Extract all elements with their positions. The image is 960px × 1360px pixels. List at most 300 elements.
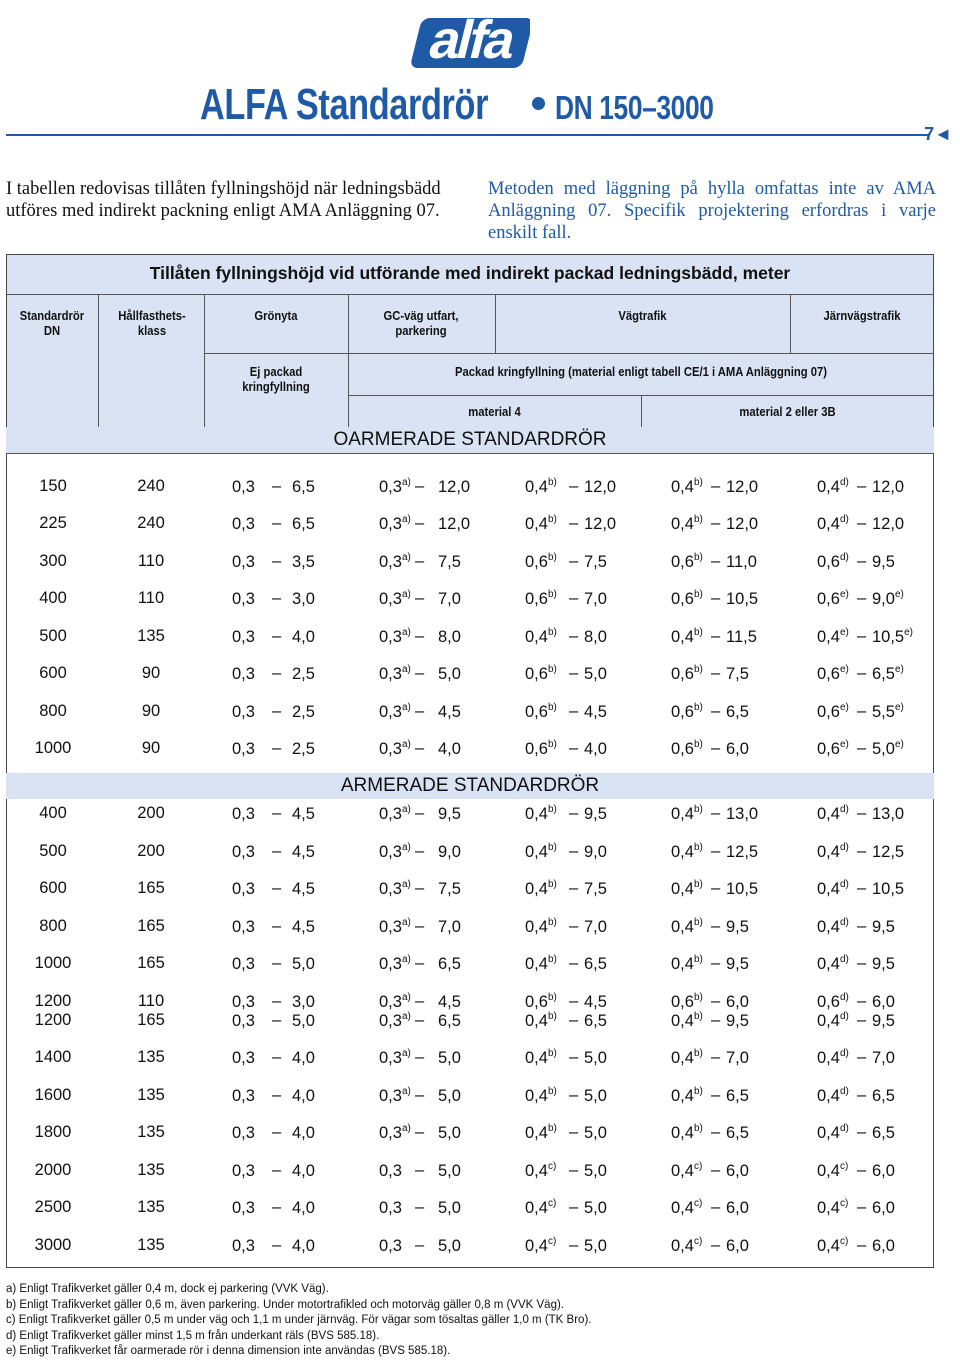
cell-dash-value: – bbox=[711, 804, 721, 822]
cell-min bbox=[232, 589, 255, 609]
cell-dash bbox=[711, 1123, 720, 1142]
cell-dash bbox=[272, 992, 281, 1011]
footnote-ref: a) bbox=[401, 477, 411, 488]
cell-min-value: 0,4 bbox=[817, 805, 840, 823]
cell-min bbox=[671, 627, 703, 647]
cell-klass bbox=[116, 477, 186, 496]
cell-dash-value: – bbox=[272, 552, 282, 570]
cell-min bbox=[671, 1011, 703, 1031]
cell-min-value: 0,6 bbox=[525, 590, 548, 608]
cell-dash bbox=[569, 1198, 578, 1217]
cell-min bbox=[817, 917, 849, 937]
cell-dash-value: – bbox=[857, 917, 867, 935]
cell-dash-value: – bbox=[569, 664, 579, 682]
cell-max bbox=[726, 514, 758, 534]
cell-max-value: 2,5 bbox=[292, 740, 315, 758]
cell-dash-value: – bbox=[272, 1198, 282, 1216]
cell-dash-value: – bbox=[272, 702, 282, 720]
cell-max-value: 6,0 bbox=[872, 1237, 895, 1255]
footnote-ref: c) bbox=[547, 1236, 557, 1247]
footnote-ref: b) bbox=[547, 1086, 557, 1097]
cell-min-value: 0,4 bbox=[525, 628, 548, 646]
cell-max bbox=[292, 1048, 315, 1068]
header-divider bbox=[204, 353, 934, 354]
cell-dash-value: – bbox=[711, 477, 721, 495]
footnote-ref: b) bbox=[693, 1048, 703, 1059]
cell-max-value: 6,0 bbox=[726, 993, 749, 1011]
cell-max bbox=[584, 1011, 607, 1031]
cell-dash bbox=[569, 552, 578, 571]
cell-min bbox=[817, 804, 849, 824]
footnote-ref: c) bbox=[839, 1236, 849, 1247]
cell-min bbox=[671, 552, 703, 572]
cell-max-value: 5,0 bbox=[584, 1237, 607, 1255]
cell-dn bbox=[6, 804, 100, 823]
cell-min-value: 0,4 bbox=[525, 1162, 548, 1180]
cell-klass-value: 135 bbox=[137, 1048, 165, 1066]
cell-dn bbox=[6, 627, 100, 646]
cell-klass bbox=[116, 664, 186, 683]
cell-max bbox=[726, 842, 758, 862]
cell-dash bbox=[415, 954, 424, 973]
footnote-ref: a) bbox=[401, 664, 411, 675]
cell-max bbox=[872, 552, 895, 572]
cell-max bbox=[438, 552, 461, 572]
cell-dn bbox=[6, 842, 100, 861]
cell-min bbox=[671, 477, 703, 497]
cell-dash-value: – bbox=[272, 1236, 282, 1254]
cell-max bbox=[292, 917, 315, 937]
cell-klass bbox=[116, 1236, 186, 1255]
footnote-ref: a) bbox=[401, 992, 411, 1003]
cell-dash bbox=[272, 1086, 281, 1105]
cell-max bbox=[292, 1161, 315, 1181]
cell-min-value: 0,3 bbox=[379, 1237, 402, 1255]
cell-min-value: 0,4 bbox=[525, 1049, 548, 1067]
cell-max bbox=[438, 1048, 461, 1068]
cell-min-value: 0,4 bbox=[671, 1049, 694, 1067]
cell-min bbox=[232, 804, 255, 824]
cell-min-value: 0,6 bbox=[525, 740, 548, 758]
cell-min-value: 0,6 bbox=[671, 740, 694, 758]
cell-min-value: 0,4 bbox=[671, 478, 694, 496]
cell-max-value: 5,0 bbox=[584, 1199, 607, 1217]
cell-dash bbox=[711, 589, 720, 608]
cell-max-value: 6,5 bbox=[872, 665, 895, 683]
cell-klass bbox=[116, 1086, 186, 1105]
cell-dash bbox=[272, 702, 281, 721]
cell-min-value: 0,3 bbox=[232, 665, 255, 683]
cell-klass-value: 135 bbox=[137, 1198, 165, 1216]
footnote-ref: a) bbox=[401, 514, 411, 525]
cell-dn-value: 1200 bbox=[34, 1011, 72, 1029]
cell-dash-value: – bbox=[711, 879, 721, 897]
cell-dn-value: 150 bbox=[39, 477, 67, 495]
cell-max-value: 6,5 bbox=[584, 1012, 607, 1030]
cell-dash bbox=[569, 1011, 578, 1030]
cell-max bbox=[292, 552, 315, 572]
cell-dash bbox=[272, 954, 281, 973]
cell-dash-value: – bbox=[415, 1236, 425, 1254]
cell-min bbox=[232, 664, 255, 684]
cell-min bbox=[379, 514, 411, 534]
cell-dash-value: – bbox=[569, 702, 579, 720]
cell-dash-value: – bbox=[415, 879, 425, 897]
cell-dash-value: – bbox=[415, 477, 425, 495]
cell-max bbox=[292, 627, 315, 647]
cell-min bbox=[817, 702, 849, 722]
cell-min-value: 0,6 bbox=[817, 740, 840, 758]
cell-min-value: 0,4 bbox=[525, 1237, 548, 1255]
cell-dash-value: – bbox=[711, 954, 721, 972]
cell-dash-value: – bbox=[272, 514, 282, 532]
cell-max bbox=[438, 1236, 461, 1256]
cell-max-value: 10,5 bbox=[872, 880, 905, 898]
table-row bbox=[6, 627, 934, 649]
cell-dn-value: 1000 bbox=[34, 739, 72, 757]
cell-dash-value: – bbox=[711, 627, 721, 645]
cell-dash bbox=[569, 514, 578, 533]
col-header-gronyta: Grönyta bbox=[254, 309, 298, 323]
cell-dash-value: – bbox=[569, 739, 579, 757]
cell-max-value: 4,5 bbox=[292, 843, 315, 861]
cell-min bbox=[525, 1048, 557, 1068]
cell-max-value: 6,0 bbox=[726, 1162, 749, 1180]
cell-min-value: 0,3 bbox=[232, 1049, 255, 1067]
footnote-ref: c) bbox=[547, 1198, 557, 1209]
cell-klass-value: 110 bbox=[137, 552, 165, 570]
footnote-ref: b) bbox=[547, 477, 557, 488]
footnote-ref: c) bbox=[839, 1161, 849, 1172]
cell-min bbox=[379, 627, 411, 647]
cell-max bbox=[584, 739, 607, 759]
cell-max bbox=[726, 954, 749, 974]
cell-max-value: 13,0 bbox=[726, 805, 759, 823]
cell-dash-value: – bbox=[569, 954, 579, 972]
cell-dash-value: – bbox=[415, 1086, 425, 1104]
footnote-ref: e) bbox=[894, 702, 904, 713]
cell-min-value: 0,4 bbox=[671, 843, 694, 861]
footnote-ref: b) bbox=[693, 879, 703, 890]
cell-min-value: 0,4 bbox=[525, 1199, 548, 1217]
cell-dash bbox=[272, 917, 281, 936]
cell-min bbox=[525, 1011, 557, 1031]
cell-max bbox=[872, 954, 895, 974]
cell-min-value: 0,4 bbox=[671, 1012, 694, 1030]
cell-min bbox=[671, 954, 703, 974]
cell-dash bbox=[711, 954, 720, 973]
cell-dash-value: – bbox=[711, 1048, 721, 1066]
col-header-gcvag: GC-väg utfart, parkering bbox=[383, 309, 459, 338]
cell-dash bbox=[272, 1123, 281, 1142]
cell-dash-value: – bbox=[569, 1236, 579, 1254]
cell-klass bbox=[116, 879, 186, 898]
cell-min-value: 0,3 bbox=[379, 1124, 402, 1142]
cell-dash bbox=[711, 477, 720, 496]
cell-dash bbox=[857, 739, 866, 758]
cell-max bbox=[726, 1161, 749, 1181]
cell-max bbox=[584, 1161, 607, 1181]
footnote-ref: e) bbox=[839, 664, 849, 675]
cell-dash bbox=[569, 1236, 578, 1255]
footnotes bbox=[6, 1282, 591, 1360]
cell-dn-value: 300 bbox=[39, 552, 67, 570]
cell-max-value: 13,0 bbox=[872, 805, 905, 823]
cell-dash-value: – bbox=[415, 804, 425, 822]
cell-min bbox=[525, 1236, 556, 1256]
cell-dash-value: – bbox=[569, 1123, 579, 1141]
cell-max bbox=[872, 589, 904, 609]
cell-dash bbox=[569, 879, 578, 898]
cell-dash-value: – bbox=[272, 917, 282, 935]
cell-dash-value: – bbox=[711, 739, 721, 757]
cell-dash-value: – bbox=[272, 477, 282, 495]
footnote-ref: e) bbox=[839, 702, 849, 713]
cell-max bbox=[584, 1086, 607, 1106]
cell-min bbox=[671, 664, 703, 684]
cell-min bbox=[232, 627, 255, 647]
footnote-ref: a) bbox=[401, 552, 411, 563]
cell-dash bbox=[569, 917, 578, 936]
footnote-ref: e) bbox=[839, 627, 849, 638]
cell-min-value: 0,4 bbox=[817, 628, 840, 646]
cell-max bbox=[438, 477, 470, 497]
table-row bbox=[6, 1123, 934, 1145]
cell-min bbox=[671, 804, 703, 824]
cell-min bbox=[379, 552, 411, 572]
cell-max bbox=[438, 804, 461, 824]
cell-dash bbox=[415, 992, 424, 1011]
cell-min-value: 0,4 bbox=[817, 1237, 840, 1255]
header-divider bbox=[495, 295, 496, 353]
cell-klass-value: 165 bbox=[137, 954, 165, 972]
cell-min-value: 0,4 bbox=[671, 1199, 694, 1217]
cell-max bbox=[872, 879, 904, 899]
cell-dash-value: – bbox=[415, 514, 425, 532]
footnote-ref: a) bbox=[401, 589, 411, 600]
bullet-icon bbox=[532, 97, 545, 110]
cell-dash bbox=[569, 739, 578, 758]
cell-max-value: 7,0 bbox=[584, 590, 607, 608]
cell-max bbox=[584, 1236, 607, 1256]
cell-dash bbox=[415, 1011, 424, 1030]
cell-max-value: 5,0 bbox=[438, 1162, 461, 1180]
footnote-ref: b) bbox=[547, 804, 557, 815]
footnote-ref: d) bbox=[839, 1123, 849, 1134]
footnote-ref: c) bbox=[693, 1161, 703, 1172]
cell-klass-value: 135 bbox=[137, 1086, 165, 1104]
cell-dash bbox=[415, 842, 424, 861]
cell-max-value: 10,5 bbox=[726, 590, 759, 608]
table-row bbox=[6, 842, 934, 864]
cell-min bbox=[671, 1198, 702, 1218]
cell-dash bbox=[415, 1123, 424, 1142]
cell-min-value: 0,3 bbox=[379, 843, 402, 861]
cell-min-value: 0,4 bbox=[671, 805, 694, 823]
cell-max-value: 6,0 bbox=[872, 1199, 895, 1217]
cell-dash bbox=[415, 477, 424, 496]
header-divider bbox=[6, 453, 934, 454]
cell-max-value: 5,0 bbox=[438, 1237, 461, 1255]
footnote-ref: d) bbox=[839, 917, 849, 928]
cell-min bbox=[525, 1198, 556, 1218]
cell-min bbox=[525, 664, 557, 684]
cell-dn-value: 500 bbox=[39, 842, 67, 860]
cell-dn-value: 1200 bbox=[34, 992, 72, 1010]
footnote-ref: b) bbox=[547, 1011, 557, 1022]
header-divider bbox=[641, 395, 642, 427]
cell-min-value: 0,4 bbox=[817, 1012, 840, 1030]
cell-min bbox=[232, 1198, 255, 1218]
footnote-ref: a) bbox=[401, 702, 411, 713]
cell-min-value: 0,6 bbox=[671, 665, 694, 683]
cell-max-value: 2,5 bbox=[292, 703, 315, 721]
cell-dn-value: 225 bbox=[39, 514, 67, 532]
footnote-ref: e) bbox=[839, 739, 849, 750]
cell-dash bbox=[272, 842, 281, 861]
cell-dash bbox=[415, 552, 424, 571]
cell-max-value: 12,0 bbox=[872, 515, 905, 533]
cell-max-value: 6,0 bbox=[872, 993, 895, 1011]
cell-dn bbox=[6, 917, 100, 936]
cell-min-value: 0,4 bbox=[817, 478, 840, 496]
cell-min-value: 0,3 bbox=[379, 805, 402, 823]
footnote-ref: e) bbox=[894, 589, 904, 600]
cell-min-value: 0,3 bbox=[379, 1162, 402, 1180]
cell-max bbox=[292, 1236, 315, 1256]
footnote-ref: b) bbox=[693, 917, 703, 928]
cell-min bbox=[232, 1161, 255, 1181]
footnote-ref: b) bbox=[693, 804, 703, 815]
cell-min bbox=[671, 992, 703, 1012]
cell-max-value: 11,5 bbox=[726, 628, 757, 646]
footnote-ref: a) bbox=[401, 1011, 411, 1022]
cell-min-value: 0,3 bbox=[379, 553, 402, 571]
footnote-ref: c) bbox=[839, 1198, 849, 1209]
cell-min-value: 0,3 bbox=[232, 590, 255, 608]
cell-max bbox=[438, 842, 461, 862]
cell-dash bbox=[711, 627, 720, 646]
cell-dash bbox=[857, 1198, 866, 1217]
cell-min bbox=[525, 702, 557, 722]
cell-dash-value: – bbox=[272, 1048, 282, 1066]
cell-min bbox=[232, 842, 255, 862]
cell-min-value: 0,4 bbox=[525, 955, 548, 973]
cell-min-value: 0,3 bbox=[379, 1199, 402, 1217]
cell-klass bbox=[116, 589, 186, 608]
cell-min-value: 0,3 bbox=[232, 1124, 255, 1142]
cell-min-value: 0,4 bbox=[671, 918, 694, 936]
cell-dash-value: – bbox=[272, 1161, 282, 1179]
cell-dash-value: – bbox=[711, 992, 721, 1010]
cell-max bbox=[726, 627, 757, 647]
cell-min bbox=[232, 917, 255, 937]
cell-dash-value: – bbox=[857, 1123, 867, 1141]
cell-min-value: 0,3 bbox=[232, 805, 255, 823]
cell-max bbox=[292, 1011, 315, 1031]
cell-klass-value: 200 bbox=[137, 804, 165, 822]
cell-max-value: 9,5 bbox=[726, 1012, 749, 1030]
cell-max bbox=[584, 1123, 607, 1143]
cell-max-value: 5,0 bbox=[438, 1124, 461, 1142]
cell-min bbox=[817, 1236, 848, 1256]
cell-dash-value: – bbox=[272, 804, 282, 822]
cell-max bbox=[584, 477, 616, 497]
cell-max-value: 2,5 bbox=[292, 665, 315, 683]
footnote-ref: d) bbox=[839, 552, 849, 563]
cell-dash bbox=[569, 992, 578, 1011]
cell-min bbox=[232, 514, 255, 534]
cell-min-value: 0,3 bbox=[232, 843, 255, 861]
cell-max bbox=[292, 1198, 315, 1218]
cell-min-value: 0,4 bbox=[671, 1237, 694, 1255]
cell-max-value: 12,0 bbox=[438, 515, 471, 533]
cell-dash-value: – bbox=[711, 1086, 721, 1104]
cell-dash-value: – bbox=[415, 1048, 425, 1066]
cell-dash-value: – bbox=[415, 917, 425, 935]
cell-max-value: 4,0 bbox=[292, 1237, 315, 1255]
cell-dash bbox=[711, 664, 720, 683]
cell-max bbox=[584, 992, 607, 1012]
cell-min-value: 0,3 bbox=[232, 553, 255, 571]
cell-dash bbox=[569, 804, 578, 823]
footnote-ref: b) bbox=[547, 1123, 557, 1134]
cell-klass-value: 110 bbox=[137, 589, 165, 607]
cell-klass bbox=[116, 1123, 186, 1142]
cell-dash bbox=[711, 1048, 720, 1067]
cell-min bbox=[232, 552, 255, 572]
cell-min bbox=[525, 1123, 557, 1143]
cell-klass-value: 90 bbox=[141, 664, 161, 682]
table-row bbox=[6, 514, 934, 536]
cell-max-value: 6,5 bbox=[726, 1124, 749, 1142]
cell-min bbox=[525, 917, 557, 937]
cell-dn bbox=[6, 1011, 100, 1030]
footnote: a) Enligt Trafikverket gäller 0,4 m, dock ej parkering (VVK Väg). bbox=[6, 1283, 329, 1295]
cell-max bbox=[872, 992, 895, 1012]
cell-min-value: 0,4 bbox=[525, 918, 548, 936]
cell-klass-value: 90 bbox=[141, 739, 161, 757]
cell-max bbox=[872, 1161, 895, 1181]
cell-dash-value: – bbox=[415, 1123, 425, 1141]
cell-dash-value: – bbox=[857, 879, 867, 897]
footnote-ref: d) bbox=[839, 842, 849, 853]
cell-min-value: 0,3 bbox=[232, 1237, 255, 1255]
cell-dash bbox=[857, 1161, 866, 1180]
cell-min-value: 0,4 bbox=[817, 918, 840, 936]
footnote-ref: a) bbox=[401, 1123, 411, 1134]
cell-dash bbox=[857, 702, 866, 721]
cell-max-value: 4,0 bbox=[438, 740, 461, 758]
cell-klass-value: 135 bbox=[137, 1236, 165, 1254]
cell-max bbox=[584, 954, 607, 974]
cell-klass bbox=[116, 842, 186, 861]
cell-max bbox=[726, 992, 749, 1012]
cell-min bbox=[525, 842, 557, 862]
cell-max bbox=[292, 1086, 315, 1106]
footnote-ref: d) bbox=[839, 992, 849, 1003]
cell-min-value: 0,4 bbox=[671, 1087, 694, 1105]
cell-max bbox=[438, 954, 461, 974]
cell-max-value: 7,0 bbox=[438, 918, 461, 936]
cell-max-value: 4,5 bbox=[584, 703, 607, 721]
cell-dash bbox=[272, 1048, 281, 1067]
cell-max bbox=[292, 477, 315, 497]
cell-min-value: 0,6 bbox=[817, 703, 840, 721]
cell-max-value: 9,5 bbox=[584, 805, 607, 823]
cell-dash bbox=[569, 702, 578, 721]
cell-max-value: 12,5 bbox=[726, 843, 759, 861]
